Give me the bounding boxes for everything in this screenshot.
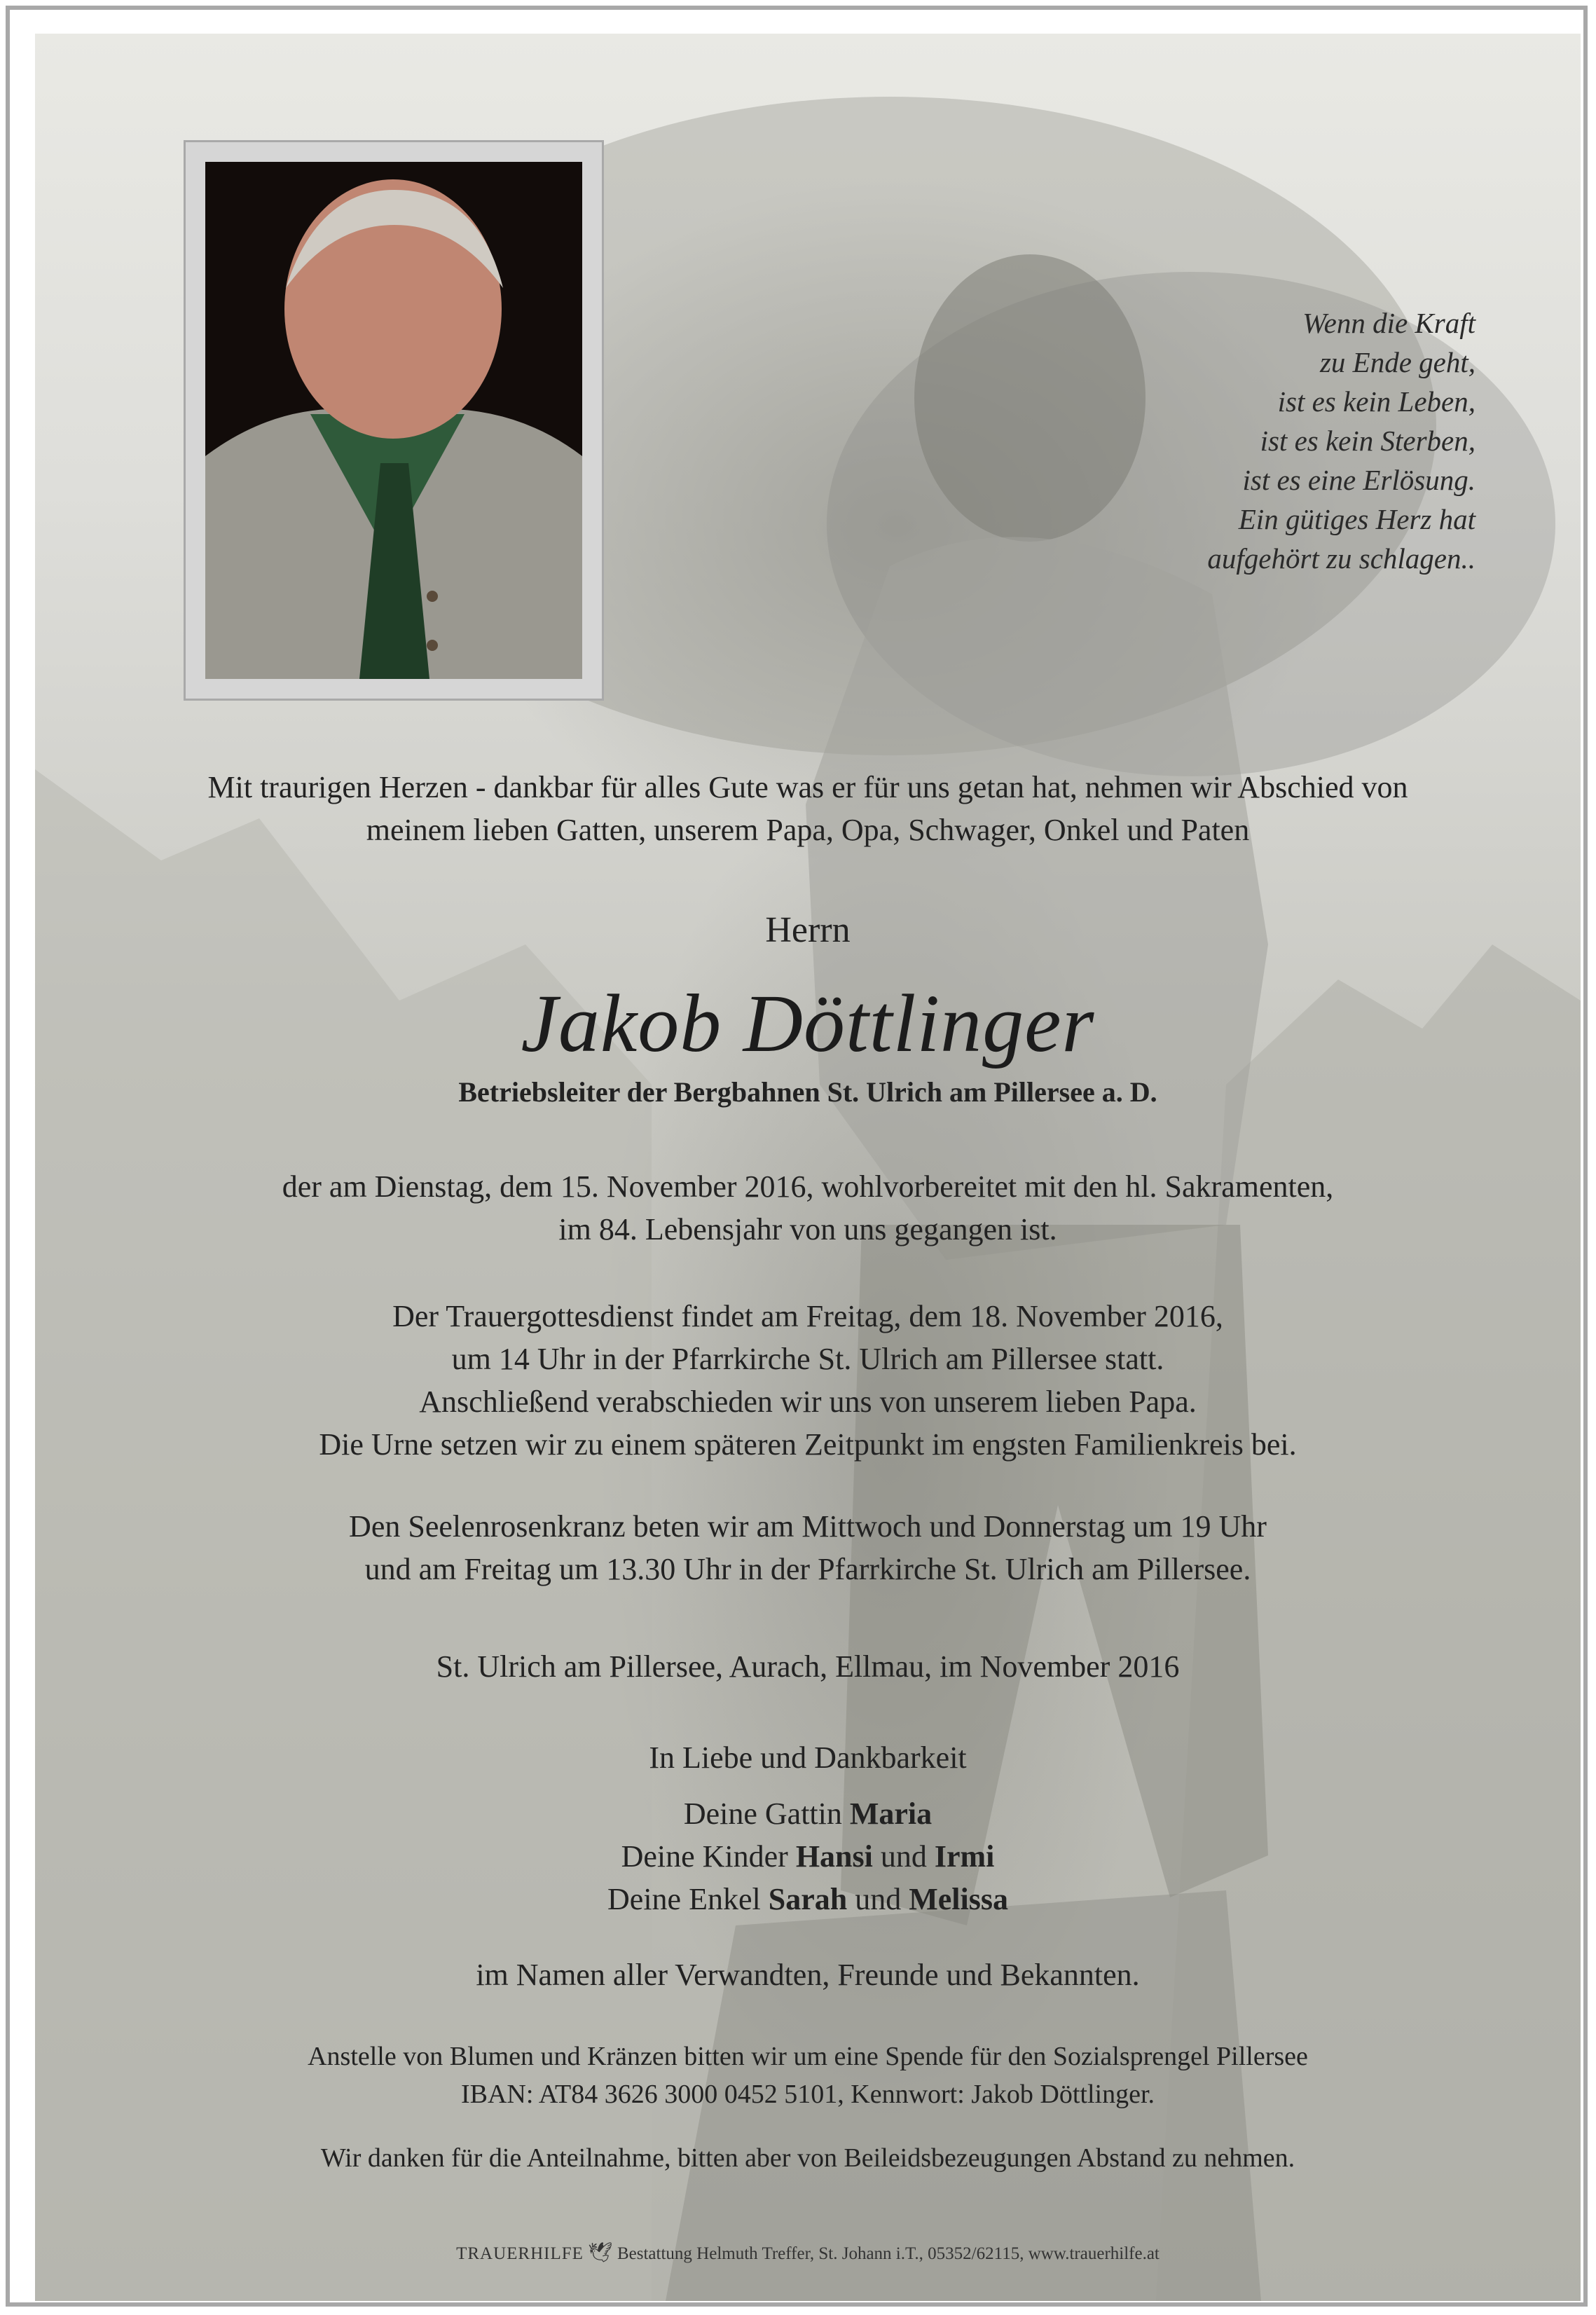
- family-children-prefix: Deine Kinder: [621, 1839, 788, 1874]
- family-grand-name: Melissa: [909, 1882, 1008, 1916]
- obituary-panel: [35, 34, 1581, 2301]
- death-line: der am Dienstag, dem 15. November 2016, wohlvorbereitet mit den hl. Sakramenten,: [282, 1169, 1334, 1204]
- poem-line: Wenn die Kraft: [1302, 307, 1475, 339]
- family-grand-name: Sarah: [768, 1882, 848, 1916]
- rosary-line: Den Seelenrosenkranz beten wir am Mittwoch und Donnerstag um 19 Uhr: [349, 1509, 1267, 1544]
- family-grand-prefix: Deine Enkel: [607, 1882, 761, 1916]
- family-and: und: [880, 1839, 927, 1874]
- family-grandchildren: [35, 1878, 1581, 1921]
- deceased-role: Betriebsleiter der Bergbahnen St. Ulrich am Pillersee a. D.: [458, 1076, 1157, 1108]
- relatives-line: im Namen aller Verwandten, Freunde und Bekannten.: [476, 1958, 1140, 1992]
- family-wife: [35, 1792, 1581, 1835]
- love-line: In Liebe und Dankbarkeit: [649, 1740, 967, 1775]
- rosary-line: und am Freitag um 13.30 Uhr in der Pfarrkirche St. Ulrich am Pillersee.: [364, 1552, 1251, 1586]
- death-notice: [35, 1165, 1581, 1251]
- service-line: Anschließend verabschieden wir uns von unserem lieben Papa.: [419, 1385, 1197, 1419]
- family-list: [35, 1792, 1581, 1921]
- family-and: und: [855, 1882, 902, 1916]
- family-wife-prefix: Deine Gattin: [683, 1797, 842, 1831]
- footer: [35, 2241, 1581, 2265]
- portrait-photo: [205, 162, 582, 679]
- intro-text: [35, 766, 1581, 851]
- salutation: Herrn: [765, 910, 851, 950]
- family-wife-name: Maria: [849, 1797, 933, 1831]
- deceased-name: Jakob Döttlinger: [521, 977, 1095, 1069]
- service-line: Der Trauergottesdienst findet am Freitag, dem 18. November 2016,: [392, 1299, 1223, 1333]
- poem-line: aufgehört zu schlagen..: [1207, 542, 1475, 575]
- donation-line: IBAN: AT84 3626 3000 0452 5101, Kennwort: Jakob Döttlinger.: [460, 2080, 1155, 2109]
- poem: [985, 303, 1475, 578]
- death-line: im 84. Lebensjahr von uns gegangen ist.: [558, 1212, 1057, 1246]
- service-notice: [35, 1295, 1581, 1466]
- intro-line: Mit traurigen Herzen - dankbar für alles Gute was er für uns getan hat, nehmen wir Abschied von: [207, 770, 1408, 804]
- donation-notice: [35, 2038, 1581, 2113]
- family-child-name: Hansi: [795, 1839, 873, 1874]
- service-line: um 14 Uhr in der Pfarrkirche St. Ulrich am Pillersee statt.: [451, 1342, 1164, 1376]
- poem-line: ist es kein Sterben,: [1260, 425, 1475, 457]
- family-child-name: Irmi: [934, 1839, 995, 1874]
- donation-line: Anstelle von Blumen und Kränzen bitten wir um eine Spende für den Sozialsprengel Pillersee: [308, 2042, 1308, 2071]
- footer-text: Bestattung Helmuth Treffer, St. Johann i.T., 05352/62115, www.trauerhilfe.at: [617, 2244, 1160, 2263]
- portrait-frame: [184, 140, 604, 701]
- poem-line: zu Ende geht,: [1319, 346, 1475, 378]
- poem-line: Ein gütiges Herz hat: [1238, 503, 1475, 535]
- place-date: St. Ulrich am Pillersee, Aurach, Ellmau, im November 2016: [436, 1649, 1180, 1684]
- service-line: Die Urne setzen wir zu einem späteren Zeitpunkt im engsten Familienkreis bei.: [319, 1427, 1297, 1462]
- dove-icon: 🕊: [588, 2242, 613, 2264]
- thanks-line: Wir danken für die Anteilnahme, bitten aber von Beileidsbezeugungen Abstand zu nehmen.: [320, 2143, 1295, 2173]
- rosary-notice: [35, 1505, 1581, 1591]
- poem-line: ist es kein Leben,: [1277, 385, 1475, 418]
- page-border: [6, 6, 1588, 2307]
- family-children: [35, 1835, 1581, 1878]
- poem-line: ist es eine Erlösung.: [1242, 464, 1475, 496]
- footer-brand: TRAUERHILFE: [456, 2244, 584, 2263]
- intro-line: meinem lieben Gatten, unserem Papa, Opa, Schwager, Onkel und Paten: [366, 813, 1250, 847]
